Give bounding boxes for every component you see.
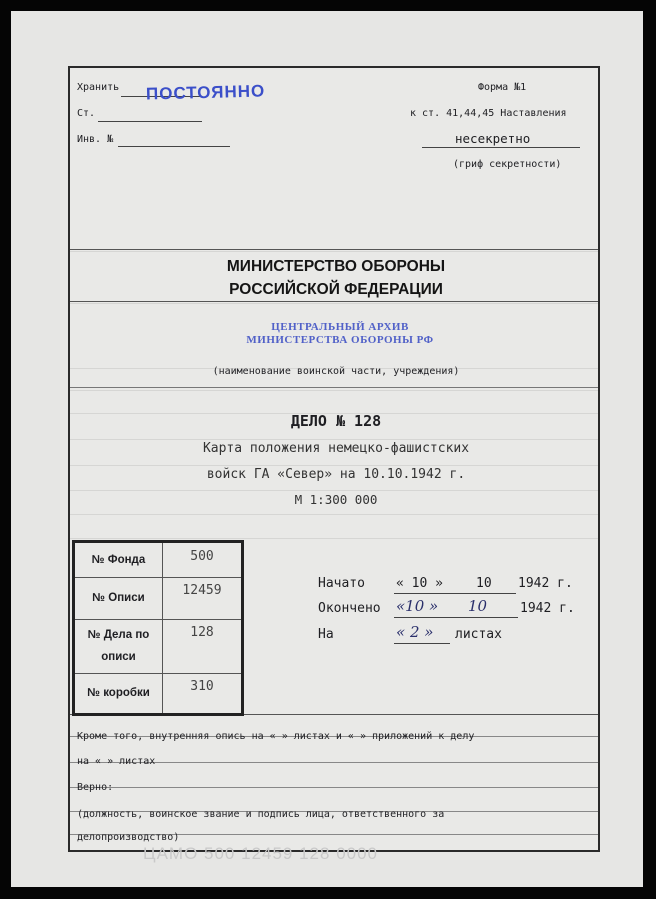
article-label: Ст.: [77, 108, 96, 119]
archive-stamp-line-1: ЦЕНТРАЛЬНЫЙ АРХИВ: [271, 321, 409, 333]
responsible-line-2: делопроизводство): [77, 832, 180, 843]
opis-value: 12459: [182, 583, 222, 598]
fond-value: 500: [190, 549, 214, 564]
on-label: На: [318, 627, 334, 642]
verified-label: Верно:: [77, 782, 114, 793]
unit-caption: (наименование воинской части, учреждения): [212, 366, 460, 377]
ended-day: «10 »: [396, 597, 439, 615]
table-row: [75, 543, 241, 578]
ended-month: 10: [468, 597, 488, 615]
case-title: ДЕЛО № 128: [290, 412, 382, 430]
regulation-articles: к ст. 41,44,45 Наставления: [410, 108, 567, 119]
delo-label: № Дела по описи: [75, 619, 163, 673]
table-row: [75, 577, 241, 620]
archive-reference-table: [72, 540, 244, 716]
ministry-line-1: МИНИСТЕРСТВО ОБОРОНЫ: [226, 258, 446, 275]
keep-label: Хранить: [77, 82, 120, 93]
sheets-label: листах: [455, 627, 502, 642]
box-value: 310: [190, 679, 214, 694]
permanent-storage-stamp: ПОСТОЯННО: [145, 81, 266, 104]
ministry-line-2: РОССИЙСКОЙ ФЕДЕРАЦИИ: [229, 281, 443, 298]
case-description-line-2: войск ГА «Север» на 10.10.1942 г.: [206, 467, 466, 482]
opis-label: № Описи: [75, 577, 163, 619]
table-row: [75, 619, 241, 674]
inventory-sheets-line: на « » листах: [77, 756, 156, 767]
secrecy-caption: (гриф секретности): [453, 159, 562, 170]
archive-watermark: ЦАМО 500 12459 128 0000: [143, 844, 379, 863]
delo-value: 128: [190, 625, 214, 640]
ended-label: Окончено: [318, 601, 381, 616]
map-scale: М 1:300 000: [294, 492, 378, 507]
archive-stamp-line-2: МИНИСТЕРСТВА ОБОРОНЫ РФ: [246, 334, 434, 346]
sheets-count: « 2 »: [396, 623, 434, 641]
started-label: Начато: [318, 576, 365, 591]
inventory-label: Инв. №: [77, 134, 114, 145]
ended-year: 1942 г.: [520, 601, 575, 616]
form-number: Форма №1: [478, 82, 527, 93]
table-row: [75, 673, 241, 713]
started-year: 1942 г.: [518, 576, 573, 591]
fond-label: № Фонда: [75, 543, 163, 577]
box-label: № коробки: [75, 673, 163, 713]
started-month: 10: [476, 576, 492, 591]
internal-inventory-line: Кроме того, внутренняя опись на « » листах и « » приложений к делу: [77, 731, 475, 742]
central-archive-stamp: [230, 321, 450, 347]
secrecy-value: несекретно: [455, 131, 531, 146]
case-description-line-1: Карта положения немецко-фашистских: [202, 441, 470, 456]
started-day: « 10 »: [396, 576, 443, 591]
responsible-line-1: (должность, воинское звание и подпись лица, ответственного за: [77, 809, 445, 820]
